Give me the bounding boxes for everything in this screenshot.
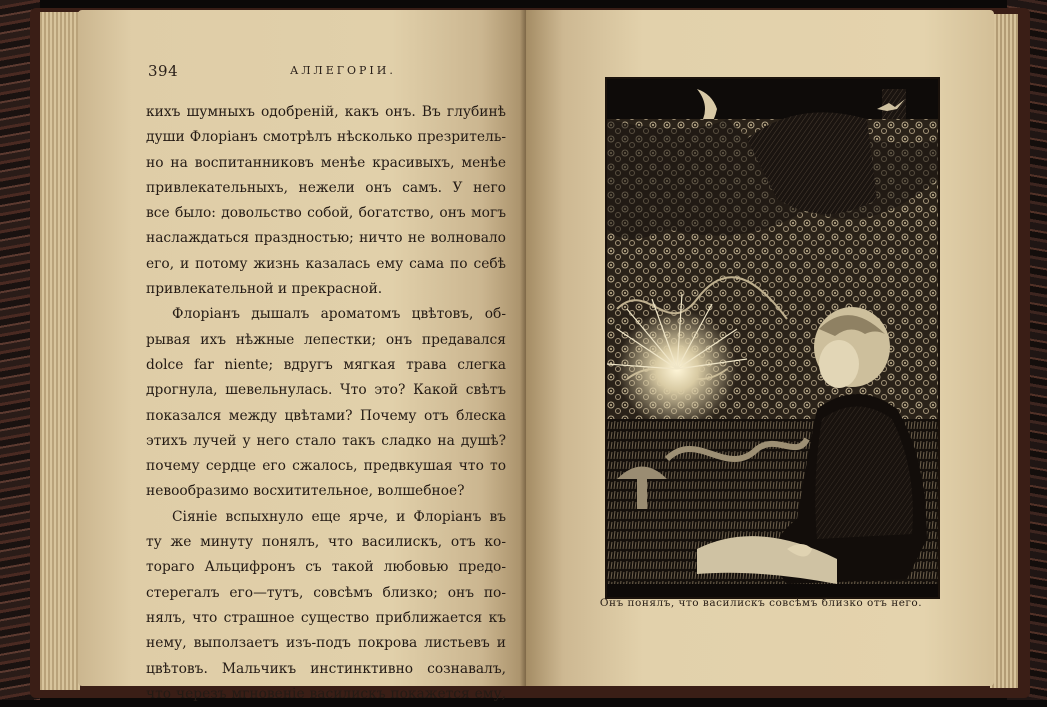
text-line: цвѣтовъ. Мальчикъ инстинктивно сознавалъ, — [146, 660, 506, 677]
text-line: показался между цвѣтами? Почему отъ блеска — [146, 407, 506, 424]
running-head — [148, 62, 518, 84]
text-line: все было: довольство собой, богатство, онъ могъ — [146, 205, 506, 222]
text-line: что черезъ мгновеніе василискъ покажется ему, — [146, 685, 506, 702]
text-line: почему сердце его сжалось, предвкушая что то — [146, 458, 506, 475]
page-edges-left — [40, 12, 80, 690]
text-line: наслаждаться праздностью; ничто не волновало — [146, 230, 506, 247]
text-line: кихъ шумныхъ одобреній, какъ онъ. Въ глубинѣ — [146, 104, 506, 120]
text-line: Флоріанъ дышалъ ароматомъ цвѣтовъ, об- — [172, 306, 506, 323]
text-line: привлекательныхъ, нежели онъ самъ. У него — [146, 179, 506, 196]
text-line: нялъ, что страшное существо приближается къ — [146, 609, 506, 626]
text-line: dolce far niente; вдругъ мягкая трава слегка — [146, 356, 506, 373]
running-title: АЛЛЕГОРІИ. — [290, 64, 396, 77]
text-line: Сіяніе вспыхнуло еще ярче, и Флоріанъ въ — [172, 508, 506, 525]
illustration-caption: Онъ понялъ, что василискъ совсѣмъ близко отъ него. — [599, 597, 923, 609]
left-page — [78, 10, 526, 702]
body-text — [146, 100, 506, 707]
text-line: этихъ лучей у него стало такъ сладко на душѣ? — [146, 432, 506, 449]
illustration-engraving — [605, 77, 940, 599]
text-line: его, и потому жизнь казалась ему сама по себѣ — [146, 255, 506, 272]
text-line: рывая ихъ нѣжные лепестки; онъ предавался — [146, 331, 506, 348]
text-line: невообразимо восхитительное, волшебное? — [146, 483, 465, 500]
text-line: нему, выползаетъ изъ-подъ покрова листьевъ и — [146, 635, 506, 652]
right-page — [526, 10, 994, 686]
text-line: ту же минуту понялъ, что василискъ, отъ ко- — [146, 534, 506, 551]
text-line: тораго Альцифронъ съ такой любовью предо- — [146, 559, 506, 576]
page-edges-right — [990, 14, 1018, 688]
text-line: привлекательной и прекрасной. — [146, 281, 383, 298]
text-line: но на воспитанниковъ менѣе красивыхъ, менѣе — [146, 154, 506, 171]
boy-face — [819, 340, 859, 388]
engraving-bottom-edge — [607, 584, 938, 597]
text-line: дрогнула, шевельнулась. Что это? Какой свѣтъ — [146, 382, 506, 399]
text-line: души Флоріанъ смотрѣлъ нѣсколько презритель- — [146, 129, 506, 146]
page-number: 394 — [148, 62, 179, 80]
text-line: стерегалъ его—тутъ, совсѣмъ близко; онъ по- — [146, 584, 506, 601]
